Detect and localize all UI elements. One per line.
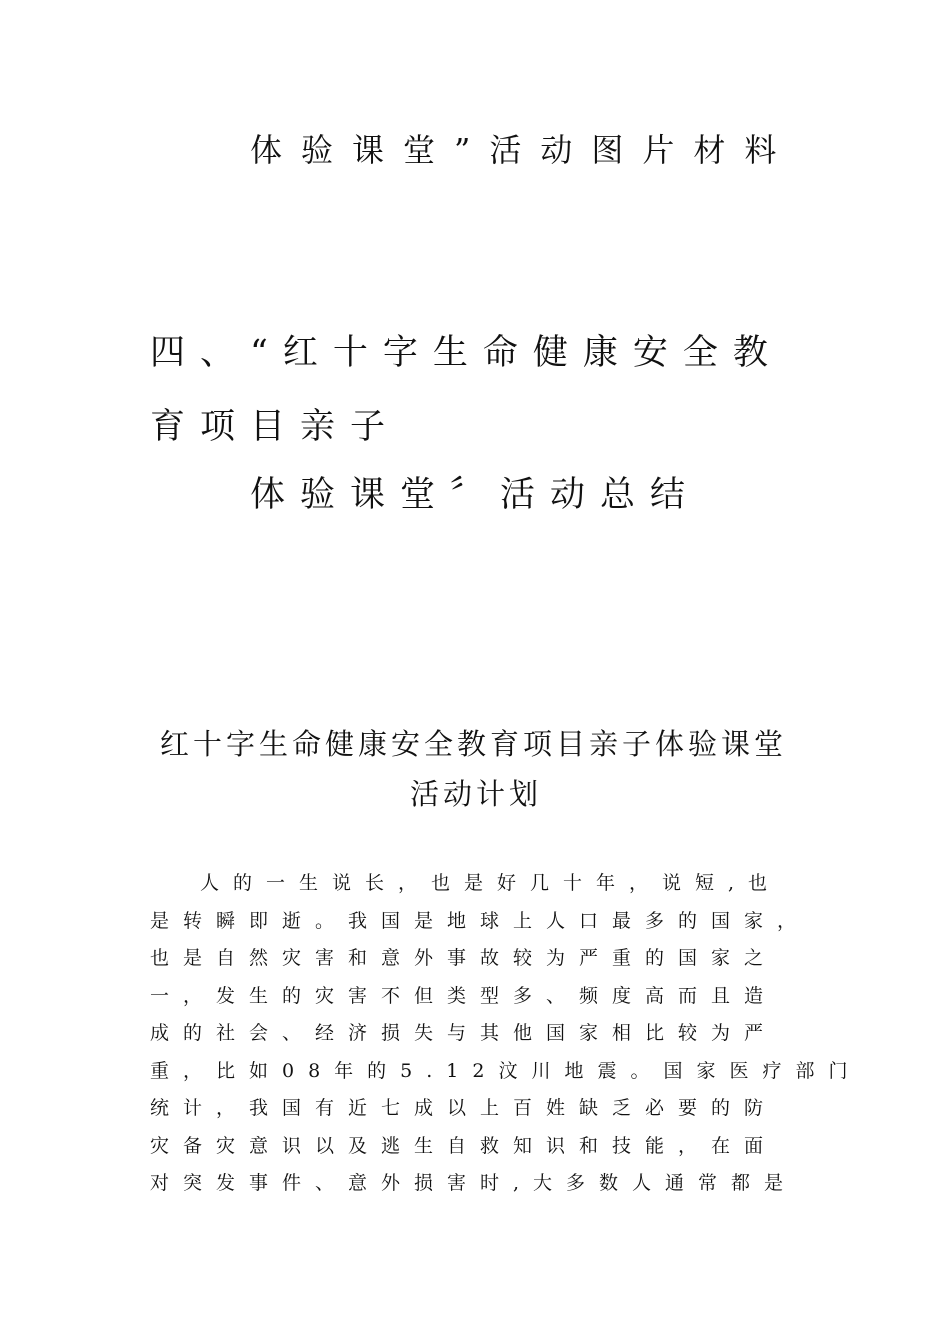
body-line: 对突发事件、意外损害时,大多数人通常都是	[150, 1172, 798, 1194]
plan-title-line-2: 活动计划	[410, 777, 543, 811]
body-line: 灾备灾意识以及逃生自救知识和技能，在面	[150, 1134, 778, 1157]
top-heading: 体验课堂”活动图片材料	[250, 131, 796, 169]
section-heading-line-1: 四、“红十字生命健康安全教	[150, 333, 783, 373]
plan-title-line-1: 红十字生命健康安全教育项目亲子体验课堂	[160, 727, 788, 761]
section-heading-line-2: 育项目亲子	[150, 407, 401, 447]
body-line: 是转瞬即逝。我国是地球上人口最多的国家，	[150, 909, 811, 932]
body-line: 统计，我国有近七成以上百姓缺乏必要的防	[150, 1097, 778, 1119]
body-paragraph	[150, 870, 862, 1208]
body-line: 重，比如08年的5.12汶川地震。国家医疗部门	[150, 1059, 862, 1082]
body-line: 人的一生说长，也是好几十年，说短,也	[200, 872, 782, 894]
body-line: 成的社会、经济损失与其他国家相比较为严	[150, 1022, 778, 1044]
body-line: 也是自然灾害和意外事故较为严重的国家之	[150, 947, 778, 969]
body-line: 一，发生的灾害不但类型多、频度高而且造	[150, 984, 778, 1007]
section-heading-line-3: 体验课堂〞活动总结	[250, 475, 701, 515]
